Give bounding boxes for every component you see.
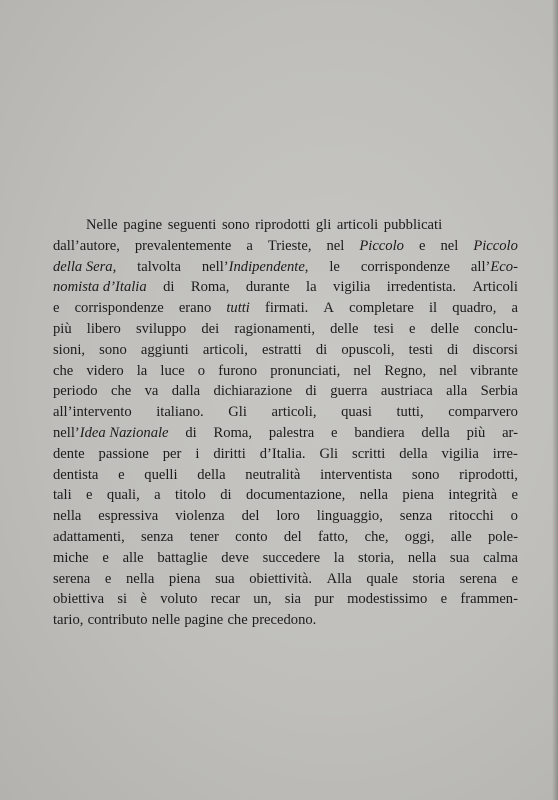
word: nelle xyxy=(151,612,181,629)
text-line xyxy=(53,215,518,236)
word: furono xyxy=(218,362,258,379)
word: e xyxy=(511,570,518,587)
word: conto xyxy=(235,528,268,545)
word: ritocchi xyxy=(449,508,494,525)
word: nell’Indipendente, xyxy=(201,258,309,275)
word: alla xyxy=(446,383,468,400)
word: che xyxy=(53,362,74,379)
word: tutti xyxy=(226,300,250,317)
word: battaglie xyxy=(157,549,208,566)
word: prevalentemente xyxy=(134,237,232,254)
word: testi xyxy=(408,341,433,358)
word: e xyxy=(53,300,60,317)
word: nella xyxy=(53,508,82,525)
word: di xyxy=(447,341,459,358)
word: Alla xyxy=(326,570,352,587)
word: d’Italia. xyxy=(259,445,306,462)
text-line xyxy=(53,257,518,278)
word: all’Eco- xyxy=(470,258,518,275)
text-line xyxy=(53,361,518,382)
word: nomista d’Italia xyxy=(53,279,147,296)
word: di xyxy=(163,279,175,296)
word: la xyxy=(333,549,345,566)
word: senza xyxy=(141,528,174,545)
word: nella xyxy=(407,549,437,566)
word: dall’autore, xyxy=(53,237,120,254)
word: storia xyxy=(412,570,445,587)
word: deve xyxy=(221,549,249,566)
word: scritti xyxy=(352,445,386,462)
word: a xyxy=(511,300,518,317)
word: a xyxy=(154,487,161,504)
word: per xyxy=(162,445,182,462)
text-line xyxy=(53,402,518,423)
word: linguaggio, xyxy=(316,508,383,525)
word: pole- xyxy=(487,528,518,545)
word: alle xyxy=(450,528,472,545)
word: della Sera, xyxy=(53,258,117,275)
text-line xyxy=(53,298,518,319)
word: neutralità xyxy=(245,466,301,483)
word: A xyxy=(323,300,334,317)
word: Roma, xyxy=(190,279,230,296)
text-line xyxy=(53,610,518,631)
word: espressiva xyxy=(98,508,159,525)
word: estratti xyxy=(262,341,302,358)
word: obiettività. xyxy=(249,570,313,587)
word: sioni, xyxy=(53,341,86,358)
word: di xyxy=(185,424,197,441)
word: e xyxy=(104,570,112,587)
word: ragionamenti, xyxy=(234,320,315,337)
word: della xyxy=(399,445,428,462)
word: della xyxy=(197,466,226,483)
word: quadro, xyxy=(452,300,497,317)
text-line xyxy=(53,485,518,506)
word: adattamenti, xyxy=(53,528,125,545)
word: contributo xyxy=(87,612,148,629)
word: irredentista. xyxy=(386,279,457,296)
word: interventista xyxy=(320,466,393,483)
word: è xyxy=(140,591,147,608)
text-line xyxy=(53,319,518,340)
word: Nelle xyxy=(86,217,118,233)
word: titolo xyxy=(175,487,206,504)
word: firmati. xyxy=(264,300,309,317)
word: un, xyxy=(253,591,272,608)
word: Serbia xyxy=(480,383,518,400)
text-line xyxy=(53,465,518,486)
word: serena xyxy=(459,570,497,587)
word: articoli, xyxy=(271,404,317,421)
word: va xyxy=(144,383,159,400)
word: pagine xyxy=(123,217,163,233)
word: e xyxy=(418,237,426,254)
word: videro xyxy=(86,362,124,379)
word: dichiarazione xyxy=(213,383,293,400)
word: e xyxy=(118,466,125,483)
word: nel xyxy=(439,362,458,379)
word: corrispondenze xyxy=(74,300,164,317)
word: frammen- xyxy=(460,591,518,608)
word: italiano. xyxy=(156,404,204,421)
word: guerra xyxy=(330,383,368,400)
word: Articoli xyxy=(472,279,518,296)
word: quali, xyxy=(106,487,140,504)
word: Regno, xyxy=(384,362,427,379)
word: sua xyxy=(215,570,235,587)
word: periodo xyxy=(53,383,98,400)
word: o xyxy=(197,362,206,379)
word: pur xyxy=(314,591,334,608)
word: che xyxy=(110,383,132,400)
word: sono xyxy=(99,341,127,358)
word: si xyxy=(117,591,128,608)
text-line xyxy=(53,569,518,590)
word: piena xyxy=(402,487,435,504)
word: pagine xyxy=(184,612,224,629)
word: nel xyxy=(440,237,459,254)
word: irre- xyxy=(492,445,518,462)
word: serena xyxy=(53,570,91,587)
word: Gli xyxy=(319,445,339,462)
word: dei xyxy=(201,320,220,337)
word: documentazione, xyxy=(245,487,346,504)
word: che xyxy=(227,612,248,629)
text-line xyxy=(53,527,518,548)
word: corrispondenze xyxy=(360,258,450,275)
word: di xyxy=(315,341,328,358)
word: oggi, xyxy=(404,528,435,545)
word: le xyxy=(329,258,340,275)
word: alle xyxy=(122,549,144,566)
word: tario, xyxy=(53,612,84,629)
word: quale xyxy=(366,570,398,587)
text-line xyxy=(53,444,518,465)
word: comparvero xyxy=(448,404,518,421)
word: più xyxy=(53,320,72,337)
word: vigilia xyxy=(333,279,371,296)
word: dente xyxy=(53,445,85,462)
word: pronunciati, xyxy=(270,362,341,379)
word: nel xyxy=(326,237,345,254)
text-line xyxy=(53,381,518,402)
word: fatto, xyxy=(317,528,349,545)
word: del xyxy=(241,508,260,525)
word: dentista xyxy=(53,466,99,483)
word: e xyxy=(86,487,93,504)
word: riprodotti xyxy=(255,217,311,233)
word: articoli, xyxy=(202,341,248,358)
word: calma xyxy=(483,549,518,566)
word: voluto xyxy=(160,591,198,608)
word: delle xyxy=(330,320,359,337)
word: storia, xyxy=(358,549,395,566)
word: dalla xyxy=(171,383,201,400)
word: completare xyxy=(349,300,414,317)
word: pubblicati xyxy=(383,217,443,233)
word: Gli xyxy=(228,404,247,421)
word: palestra xyxy=(268,424,315,441)
word: quelli xyxy=(144,466,178,483)
word: Roma, xyxy=(213,424,253,441)
word: tali xyxy=(53,487,72,504)
word: discorsi xyxy=(472,341,518,358)
word: conclu- xyxy=(474,320,518,337)
word: talvolta xyxy=(137,258,181,275)
word: di xyxy=(305,383,317,400)
word: tesi xyxy=(373,320,394,337)
word: sia xyxy=(284,591,301,608)
word: opuscoli, xyxy=(341,341,395,358)
word: più xyxy=(466,424,486,441)
word: libero xyxy=(86,320,121,337)
word: luce xyxy=(160,362,185,379)
word: all’intervento xyxy=(53,404,132,421)
word: e xyxy=(511,487,518,504)
word: passione xyxy=(98,445,149,462)
word: vibrante xyxy=(470,362,518,379)
word: sviluppo xyxy=(135,320,187,337)
word: il xyxy=(428,300,438,317)
word: Trieste, xyxy=(267,237,312,254)
word: riprodotti, xyxy=(459,466,518,483)
word: sono xyxy=(411,466,440,483)
word: del xyxy=(283,528,302,545)
word: delle xyxy=(430,320,459,337)
word: nella xyxy=(359,487,389,504)
word: della xyxy=(421,424,450,441)
word: succedere xyxy=(262,549,321,566)
word: recar xyxy=(210,591,240,608)
word: violenza xyxy=(175,508,225,525)
word: la xyxy=(136,362,148,379)
word: seguenti xyxy=(167,217,217,233)
word: o xyxy=(510,508,518,525)
text-line xyxy=(53,589,518,610)
text-line xyxy=(53,548,518,569)
word: diritti xyxy=(213,445,246,462)
word: a xyxy=(246,237,253,254)
text-line xyxy=(53,423,518,444)
word: obiettiva xyxy=(53,591,105,608)
word: e xyxy=(440,591,448,608)
word: nell’Idea Nazionale xyxy=(53,424,169,441)
word: modestissimo xyxy=(347,591,428,608)
text-line xyxy=(53,340,518,361)
word: piena xyxy=(168,570,201,587)
word: i xyxy=(195,445,200,462)
word: Piccolo xyxy=(359,237,404,254)
word: tener xyxy=(189,528,219,545)
word: miche xyxy=(53,549,89,566)
word: di xyxy=(220,487,232,504)
word: articoli xyxy=(336,217,379,233)
word: e xyxy=(102,549,109,566)
word: Piccolo xyxy=(473,237,518,254)
word: e xyxy=(331,424,338,441)
word: gli xyxy=(315,217,332,233)
text-line xyxy=(53,506,518,527)
word: integrità xyxy=(448,487,498,504)
word: erano xyxy=(178,300,212,317)
word: sono xyxy=(221,217,250,233)
word: e xyxy=(409,320,416,337)
word: durante xyxy=(245,279,290,296)
word: vigilia xyxy=(441,445,479,462)
word: bandiera xyxy=(354,424,405,441)
word: nel xyxy=(353,362,372,379)
text-line xyxy=(53,277,518,298)
body-paragraph xyxy=(53,215,518,631)
word: aggiunti xyxy=(140,341,189,358)
word: loro xyxy=(276,508,300,525)
word: sua xyxy=(449,549,470,566)
word: tutti, xyxy=(396,404,424,421)
text-line xyxy=(53,236,518,257)
word: ar- xyxy=(502,424,518,441)
word: che, xyxy=(364,528,389,545)
word: austriaca xyxy=(380,383,433,400)
word: senza xyxy=(399,508,433,525)
word: la xyxy=(306,279,317,296)
word: quasi xyxy=(341,404,372,421)
word: nella xyxy=(125,570,155,587)
word: precedono. xyxy=(251,612,317,629)
